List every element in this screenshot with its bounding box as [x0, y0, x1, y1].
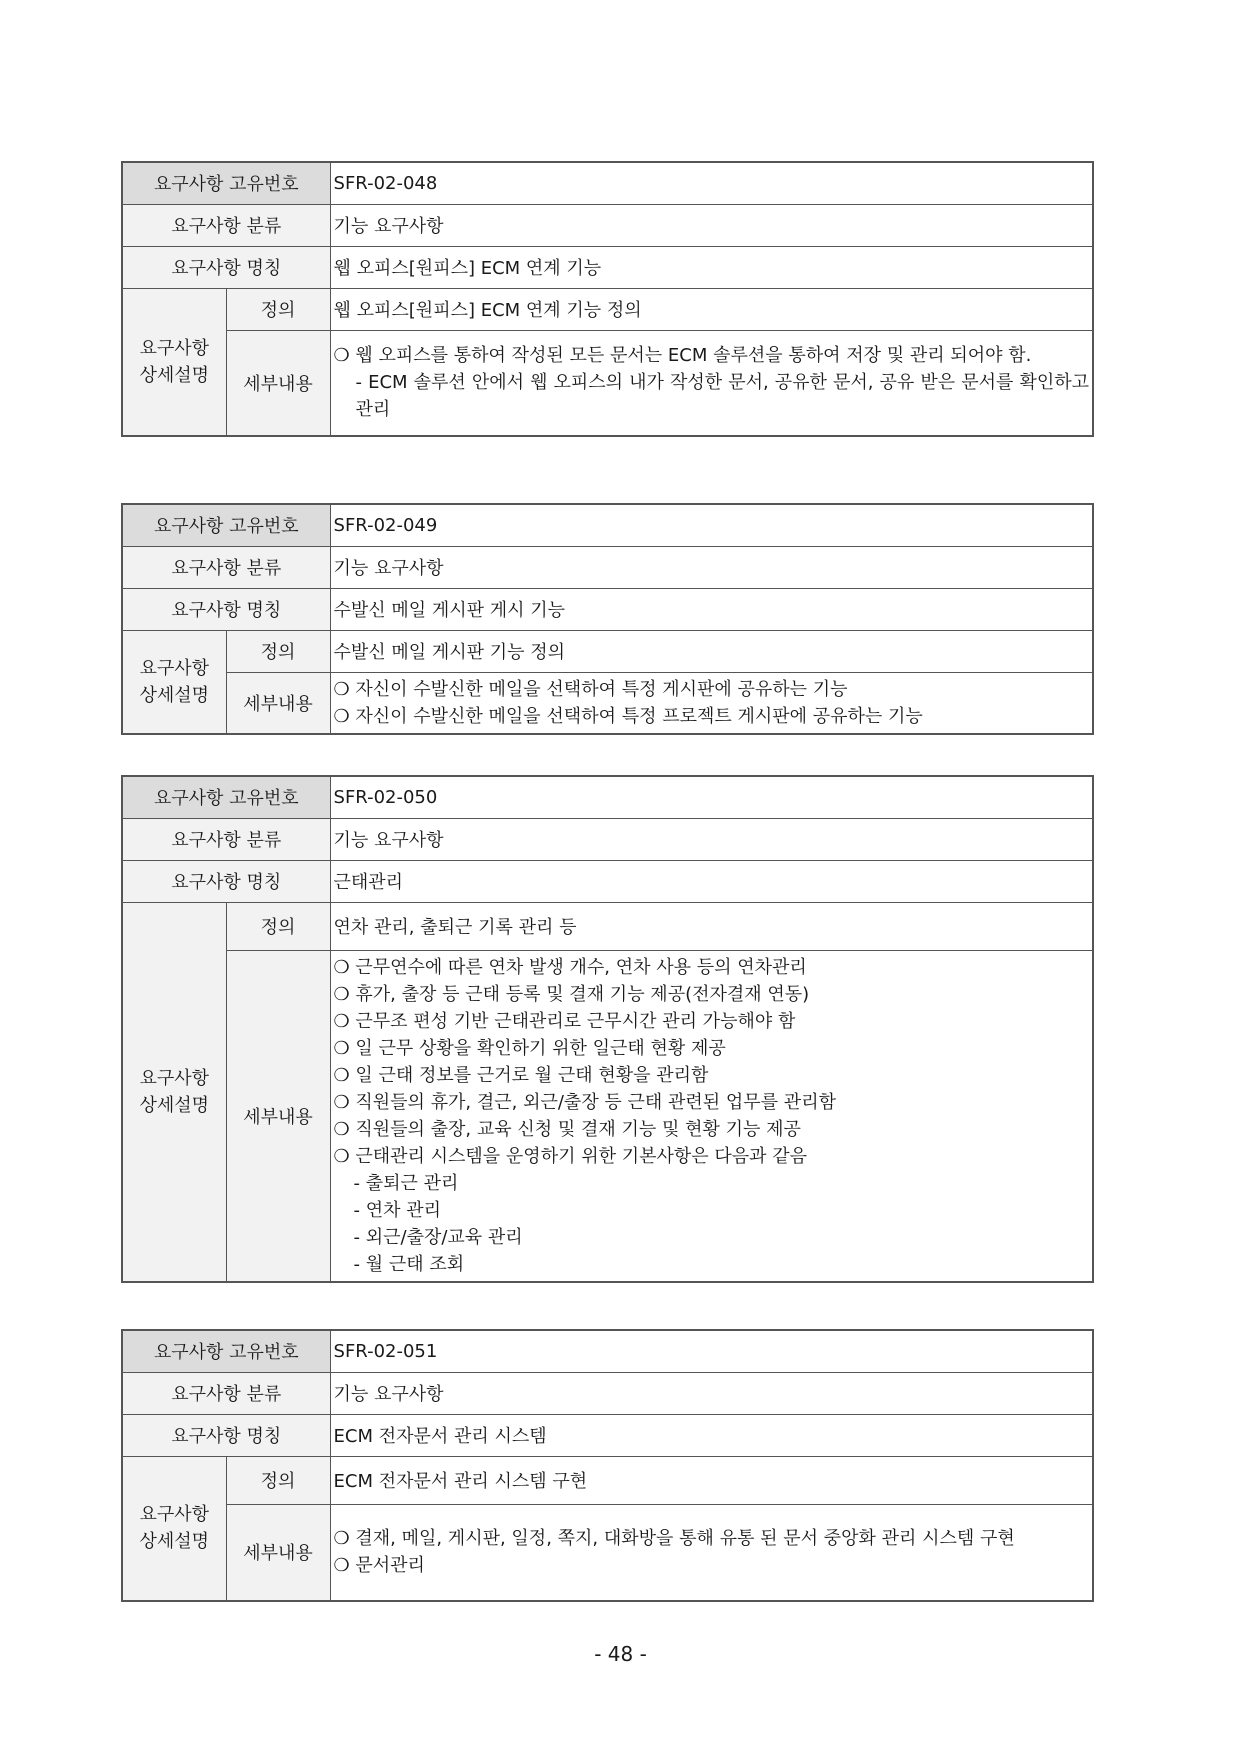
detail-group-line-2: 상세설명 — [139, 1531, 210, 1553]
detail-line: ❍ 근태관리 시스템을 운영하기 위한 기본사항은 다음과 같음 — [333, 1145, 808, 1167]
requirement-id: SFR-02-048 — [330, 162, 1093, 204]
requirement-table — [121, 503, 1094, 735]
detail-line: ❍ 자신이 수발신한 메일을 선택하여 특정 프로젝트 게시판에 공유하는 기능 — [333, 705, 923, 727]
detail-line: ❍ 근무조 편성 기반 근태관리로 근무시간 관리 가능해야 함 — [333, 1010, 796, 1032]
requirement-definition: 웹 오피스[원피스] ECM 연계 기능 정의 — [330, 288, 1093, 330]
requirement-id: SFR-02-049 — [330, 504, 1093, 546]
requirement-category: 기능 요구사항 — [330, 818, 1093, 860]
requirement-table — [121, 1329, 1094, 1602]
detail-group-line-1: 요구사항 — [139, 1067, 210, 1089]
page-number: - 48 - — [594, 1642, 647, 1666]
requirement-name-label: 요구사항 명칭 — [122, 246, 330, 288]
detail-line: - ECM 솔루션 안에서 웹 오피스의 내가 작성한 문서, 공유한 문서, 공유 받은 문서를 확인하고 관리 — [355, 372, 1089, 421]
requirement-details — [330, 1504, 1093, 1601]
requirement-category-label: 요구사항 분류 — [122, 546, 330, 588]
requirement-definition: 수발신 메일 게시판 기능 정의 — [330, 630, 1093, 672]
detail-line: - 외근/출장/교육 관리 — [353, 1226, 523, 1248]
detail-line: ❍ 자신이 수발신한 메일을 선택하여 특정 게시판에 공유하는 기능 — [333, 678, 848, 700]
requirement-category-label: 요구사항 분류 — [122, 204, 330, 246]
requirement-name: ECM 전자문서 관리 시스템 — [330, 1414, 1093, 1456]
detail-line: - 출퇴근 관리 — [353, 1172, 459, 1194]
detail-line: ❍ 일 근태 정보를 근거로 월 근태 현황을 관리함 — [333, 1064, 709, 1086]
detail-line: ❍ 문서관리 — [333, 1555, 425, 1577]
detail-group-label — [122, 1456, 226, 1601]
requirement-category-label: 요구사항 분류 — [122, 1372, 330, 1414]
requirement-id-label: 요구사항 고유번호 — [122, 1330, 330, 1372]
definition-label: 정의 — [226, 902, 330, 950]
detail-line: ❍ 결재, 메일, 게시판, 일정, 쪽지, 대화방을 통해 유통 된 문서 중앙화 관리 시스템 구현 — [333, 1528, 1015, 1550]
requirement-id-label: 요구사항 고유번호 — [122, 162, 330, 204]
requirement-table — [121, 161, 1094, 437]
detail-line: ❍ 웹 오피스를 통하여 작성된 모든 문서는 ECM 솔루션을 통하여 저장 및 관리 되어야 함. — [333, 345, 1032, 367]
details-label: 세부내용 — [226, 950, 330, 1282]
definition-label: 정의 — [226, 288, 330, 330]
requirement-definition: 연차 관리, 출퇴근 기록 관리 등 — [330, 902, 1093, 950]
detail-group-label — [122, 630, 226, 734]
requirement-name-label: 요구사항 명칭 — [122, 1414, 330, 1456]
requirement-id-label: 요구사항 고유번호 — [122, 776, 330, 818]
requirement-name-label: 요구사항 명칭 — [122, 588, 330, 630]
details-label: 세부내용 — [226, 672, 330, 734]
detail-line: ❍ 직원들의 휴가, 결근, 외근/출장 등 근태 관련된 업무를 관리함 — [333, 1091, 836, 1113]
details-label: 세부내용 — [226, 330, 330, 436]
requirement-details — [330, 330, 1093, 436]
requirement-name: 수발신 메일 게시판 게시 기능 — [330, 588, 1093, 630]
detail-line: - 연차 관리 — [353, 1199, 442, 1221]
requirement-table — [121, 775, 1094, 1283]
requirement-name: 근태관리 — [330, 860, 1093, 902]
definition-label: 정의 — [226, 630, 330, 672]
requirement-details — [330, 950, 1093, 1282]
detail-group-line-1: 요구사항 — [139, 657, 210, 679]
detail-line: ❍ 일 근무 상황을 확인하기 위한 일근태 현황 제공 — [333, 1037, 726, 1059]
requirement-category-label: 요구사항 분류 — [122, 818, 330, 860]
detail-group-line-2: 상세설명 — [139, 364, 210, 386]
requirement-category: 기능 요구사항 — [330, 546, 1093, 588]
detail-line: ❍ 휴가, 출장 등 근태 등록 및 결재 기능 제공(전자결재 연동) — [333, 983, 810, 1005]
definition-label: 정의 — [226, 1456, 330, 1504]
detail-line: - 월 근태 조회 — [353, 1253, 465, 1275]
requirement-definition: ECM 전자문서 관리 시스템 구현 — [330, 1456, 1093, 1504]
details-label: 세부내용 — [226, 1504, 330, 1601]
detail-group-label — [122, 902, 226, 1282]
requirement-name-label: 요구사항 명칭 — [122, 860, 330, 902]
requirement-name: 웹 오피스[원피스] ECM 연계 기능 — [330, 246, 1093, 288]
requirement-id-label: 요구사항 고유번호 — [122, 504, 330, 546]
detail-line: ❍ 직원들의 출장, 교육 신청 및 결재 기능 및 현황 기능 제공 — [333, 1118, 801, 1140]
requirement-id: SFR-02-050 — [330, 776, 1093, 818]
requirement-category: 기능 요구사항 — [330, 1372, 1093, 1414]
detail-group-label — [122, 288, 226, 436]
detail-group-line-1: 요구사항 — [139, 337, 210, 359]
requirement-category: 기능 요구사항 — [330, 204, 1093, 246]
detail-group-line-1: 요구사항 — [139, 1504, 210, 1526]
requirement-details — [330, 672, 1093, 734]
requirement-id: SFR-02-051 — [330, 1330, 1093, 1372]
detail-group-line-2: 상세설명 — [139, 684, 210, 706]
detail-group-line-2: 상세설명 — [139, 1094, 210, 1116]
detail-line: ❍ 근무연수에 따른 연차 발생 개수, 연차 사용 등의 연차관리 — [333, 956, 807, 978]
